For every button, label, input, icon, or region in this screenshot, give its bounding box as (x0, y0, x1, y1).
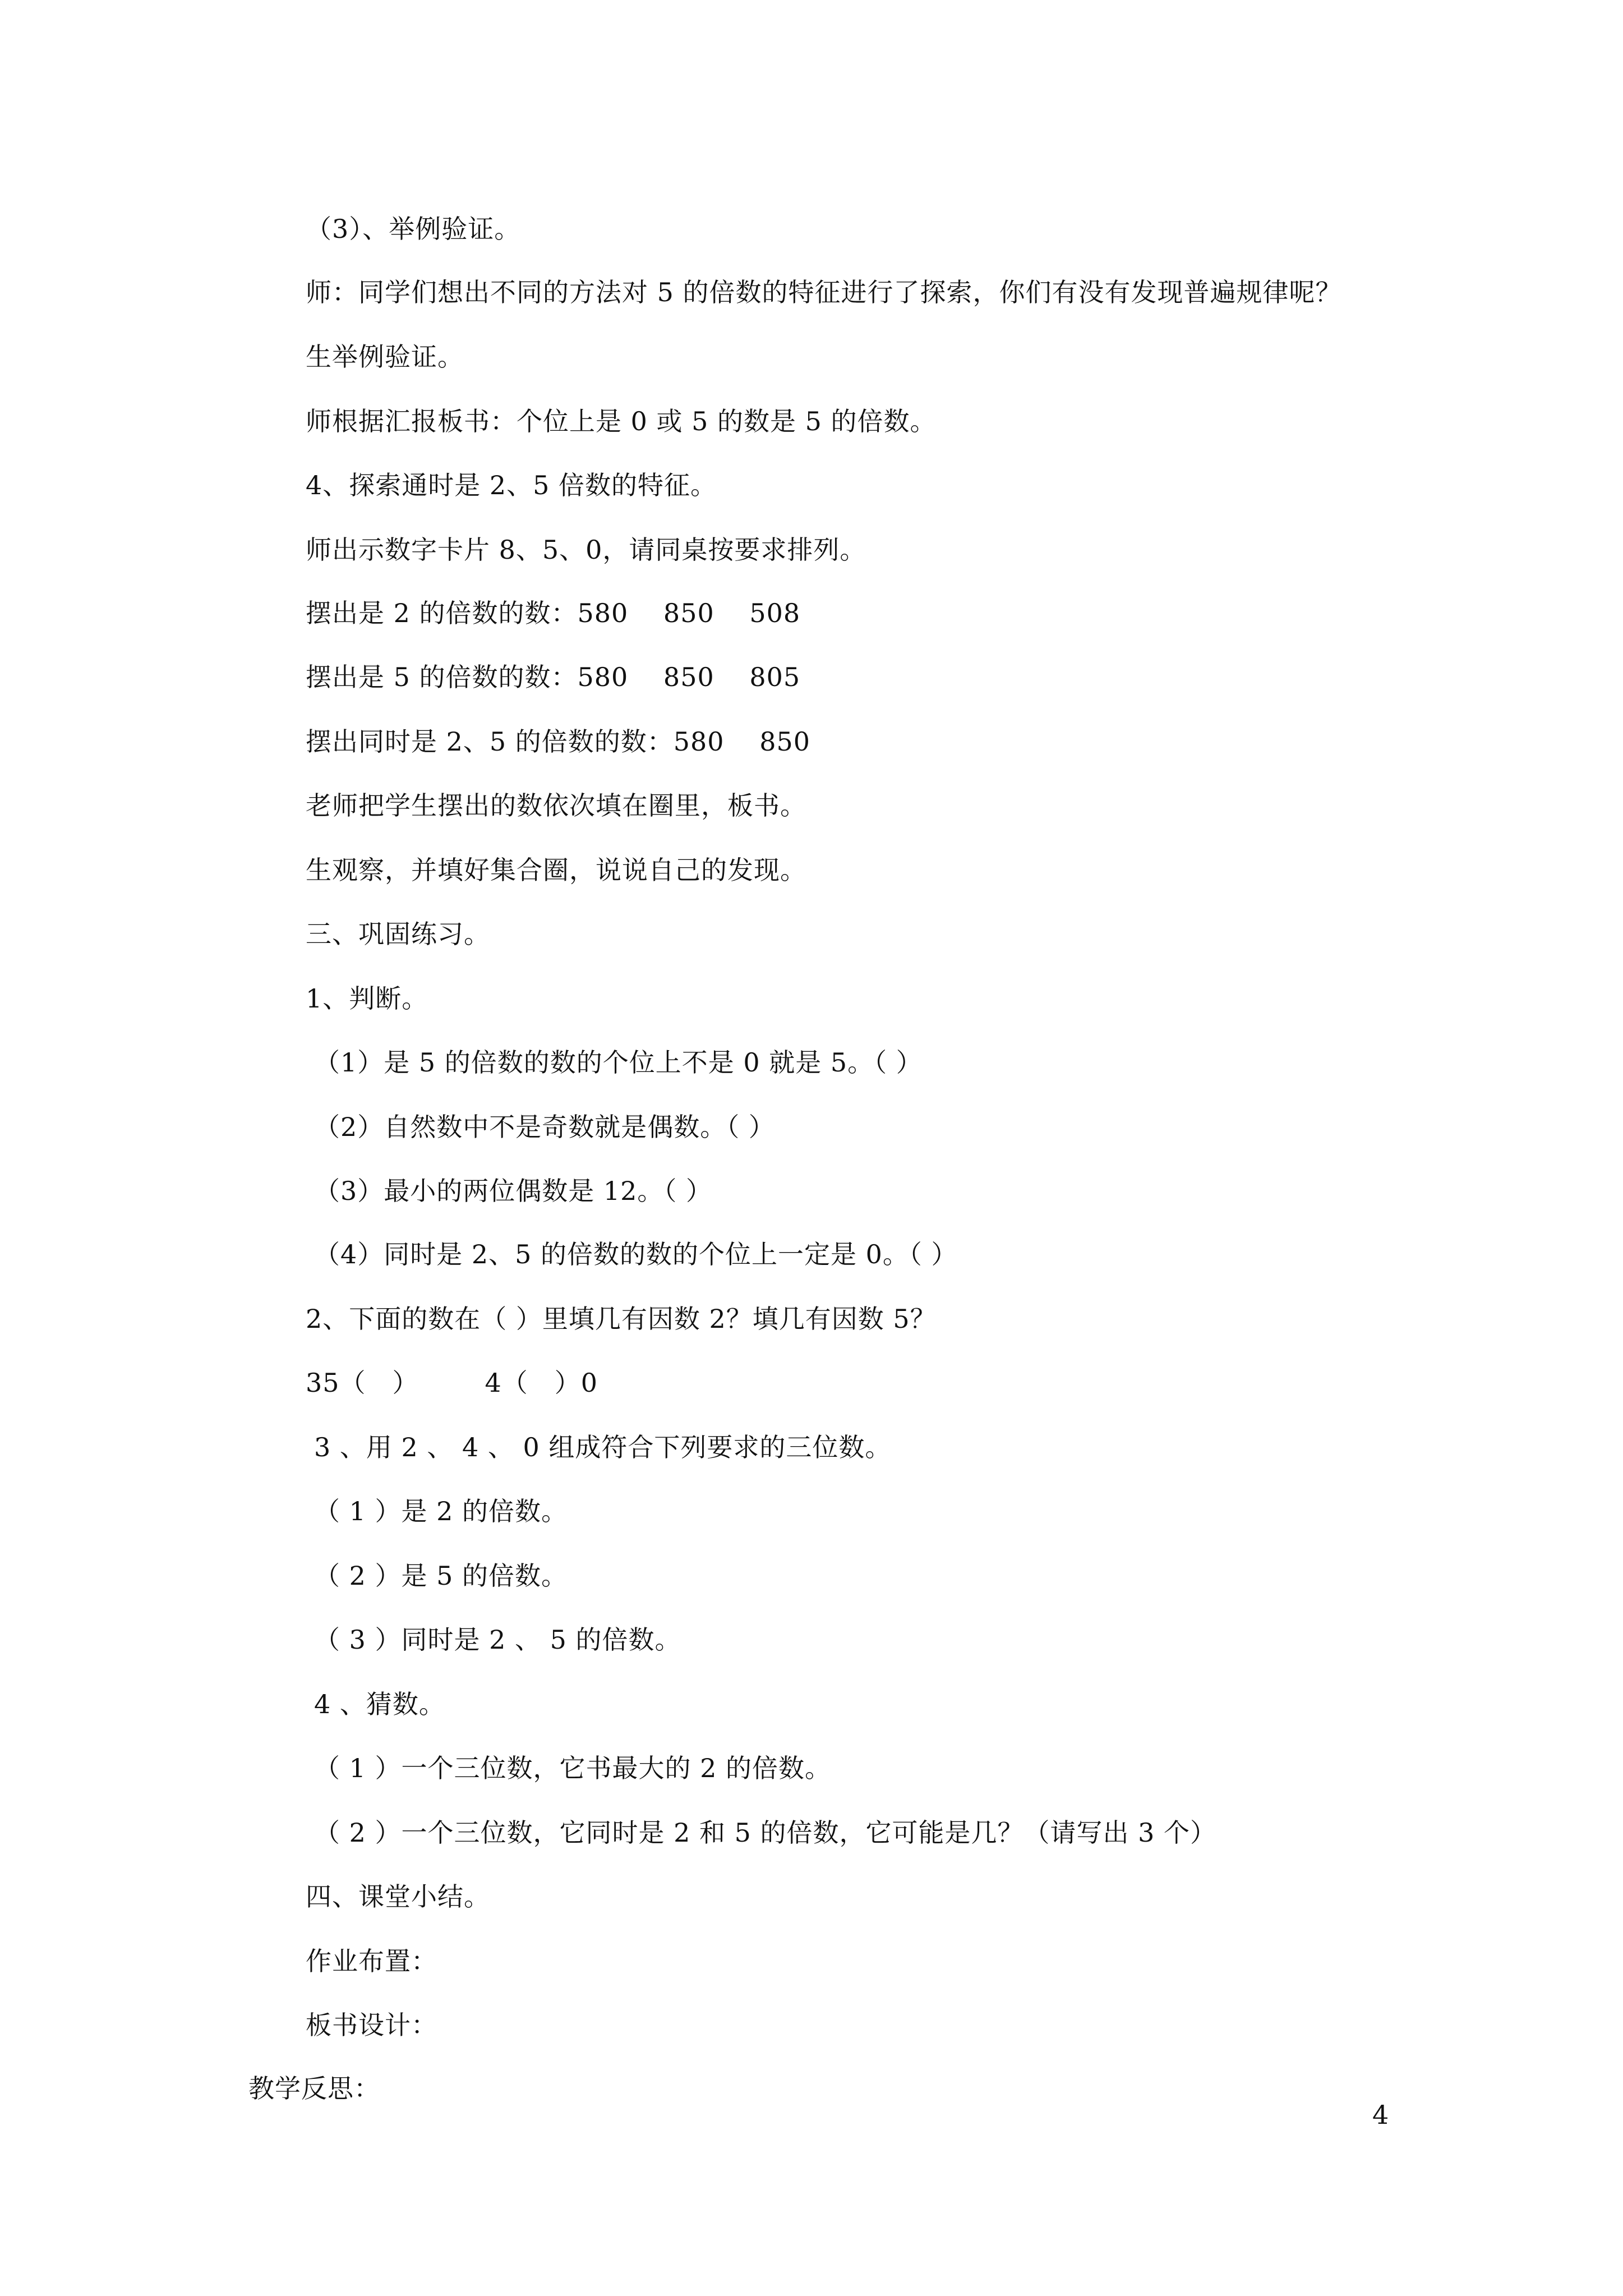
page-number: 4 (1372, 2100, 1389, 2130)
text-line: （1）是 5 的倍数的数的个位上不是 0 就是 5。（ ） (314, 1047, 923, 1078)
text-line: 35（ ） 4（ ）0 (306, 1368, 598, 1398)
text-line: 1、判断。 (306, 983, 428, 1014)
text-line: （ 1 ）一个三位数，它书最大的 2 的倍数。 (314, 1753, 832, 1783)
text-line: 师根据汇报板书：个位上是 0 或 5 的数是 5 的倍数。 (306, 406, 937, 436)
text-line: 2、下面的数在（ ）里填几有因数 2？填几有因数 5？ (306, 1304, 937, 1334)
text-line: 生举例验证。 (306, 342, 464, 372)
text-line: 师出示数字卡片 8、5、0，请同桌按要求排列。 (306, 535, 866, 565)
text-line: 教学反思： (248, 2073, 380, 2104)
text-line: 板书设计： (306, 2010, 437, 2040)
section-heading: 四、课堂小结。 (306, 1881, 490, 1912)
text-line: 生观察，并填好集合圈，说说自己的发现。 (306, 855, 806, 885)
text-line: 3 、用 2 、 4 、 0 组成符合下列要求的三位数。 (314, 1432, 892, 1462)
text-line: （ 2 ）一个三位数，它同时是 2 和 5 的倍数，它可能是几？（请写出 3 个） (314, 1818, 1217, 1848)
text-line: 4、探索通时是 2、5 倍数的特征。 (306, 470, 717, 500)
text-line: 老师把学生摆出的数依次填在圈里，板书。 (306, 790, 806, 821)
text-line: （ 3 ）同时是 2 、 5 的倍数。 (314, 1625, 681, 1655)
text-line: （ 1 ）是 2 的倍数。 (314, 1496, 568, 1526)
text-line: （ 2 ）是 5 的倍数。 (314, 1561, 568, 1591)
text-line: 师：同学们想出不同的方法对 5 的倍数的特征进行了探索，你们有没有发现普遍规律呢？ (306, 277, 1342, 307)
text-line: （3）最小的两位偶数是 12。（ ） (314, 1176, 713, 1206)
text-line: 摆出是 2 的倍数的数：580 850 508 (306, 598, 801, 628)
text-line: （2）自然数中不是奇数就是偶数。（ ） (314, 1112, 775, 1142)
section-heading: 三、巩固练习。 (306, 919, 490, 949)
text-line: （4）同时是 2、5 的倍数的数的个位上一定是 0。（ ） (314, 1239, 958, 1269)
text-line: 作业布置： (306, 1946, 437, 1976)
text-line: 4 、猜数。 (314, 1689, 445, 1719)
text-line: 摆出同时是 2、5 的倍数的数：580 850 (306, 726, 810, 757)
text-line: 摆出是 5 的倍数的数：580 850 805 (306, 662, 801, 692)
text-line: （3）、举例验证。 (306, 214, 521, 244)
